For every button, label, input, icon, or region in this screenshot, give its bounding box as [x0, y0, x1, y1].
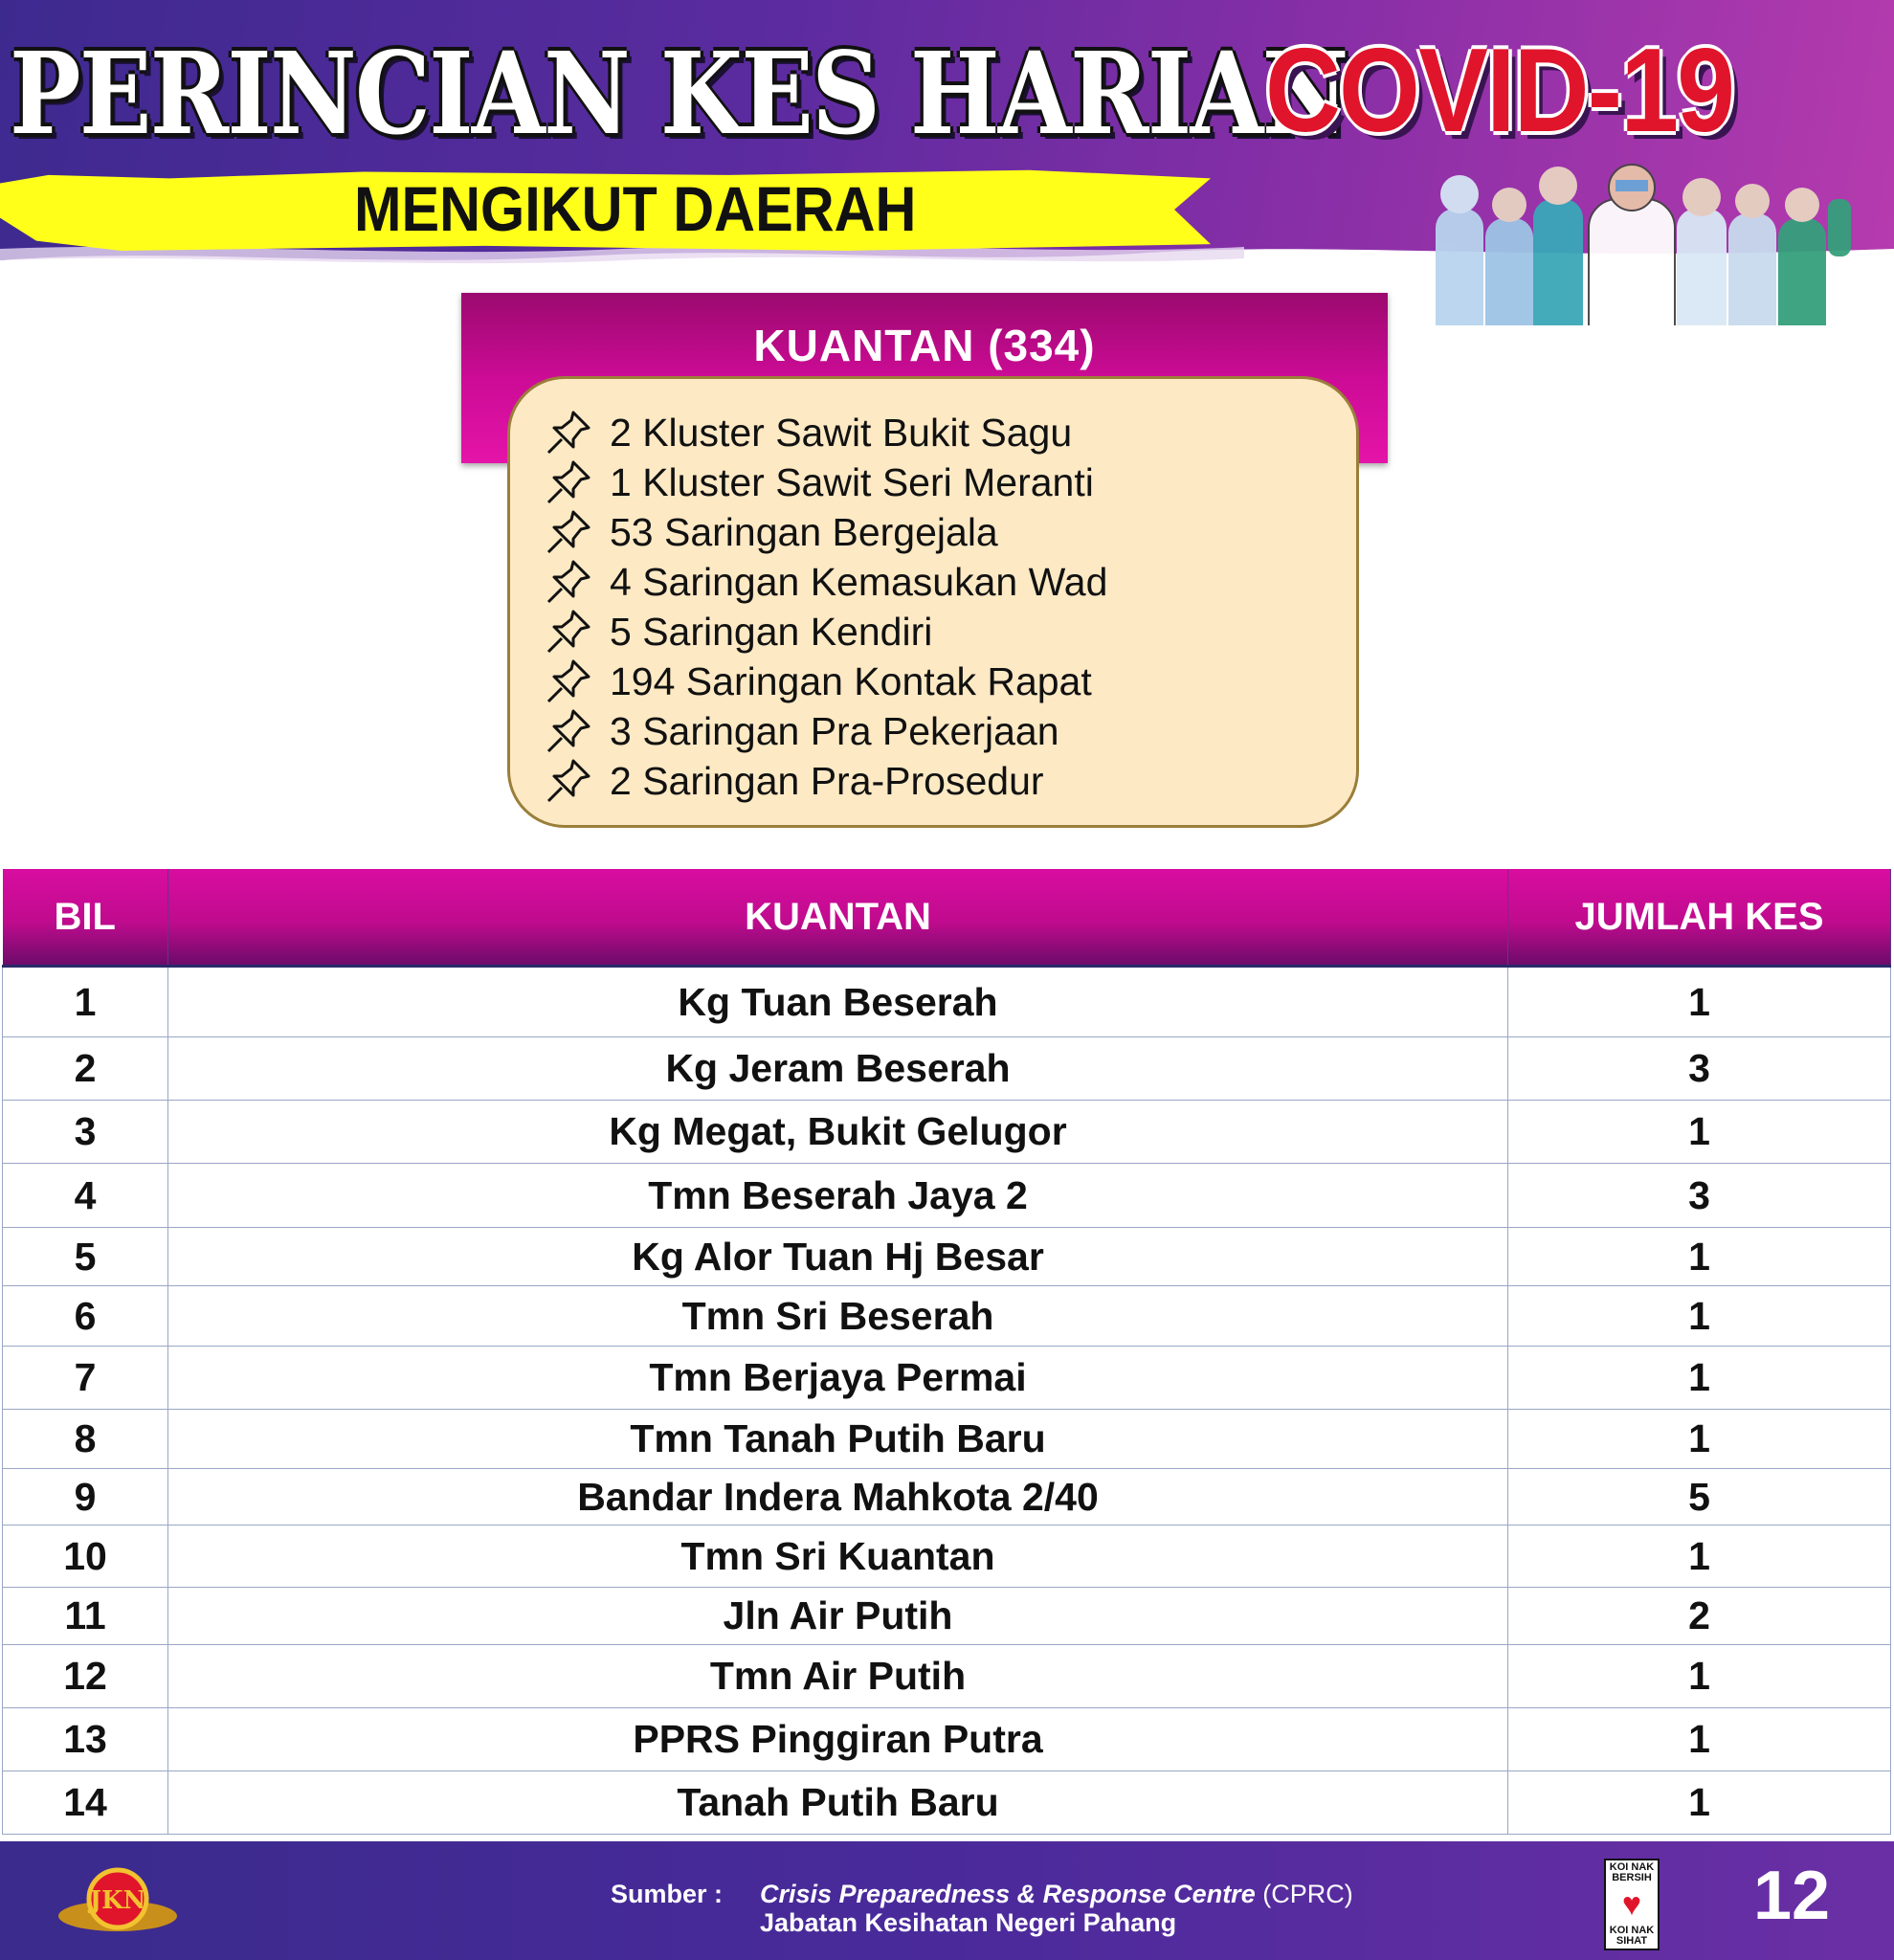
cell-total: 1 [1508, 1347, 1891, 1410]
cell-total: 1 [1508, 967, 1891, 1037]
source-organization-name: Crisis Preparedness & Response Centre [760, 1880, 1256, 1908]
cell-location: Kg Tuan Beserah [168, 967, 1508, 1037]
campaign-top-text: KOI NAK BERSIH [1609, 1861, 1655, 1883]
table-row [3, 1228, 1891, 1286]
koi-nak-campaign-logo [1604, 1859, 1660, 1950]
cell-total: 5 [1508, 1469, 1891, 1526]
pushpin-icon [545, 558, 592, 606]
cell-location: Tmn Air Putih [168, 1645, 1508, 1708]
note-item [545, 557, 1107, 607]
cell-location: Tmn Tanah Putih Baru [168, 1410, 1508, 1469]
column-header-total: JUMLAH KES [1508, 869, 1891, 967]
page-number: 12 [1753, 1858, 1831, 1934]
cell-total: 1 [1508, 1228, 1891, 1286]
cell-location: Kg Alor Tuan Hj Besar [168, 1228, 1508, 1286]
case-breakdown-notes [507, 376, 1359, 828]
cell-bil: 9 [3, 1469, 168, 1526]
table-row [3, 1469, 1891, 1526]
pushpin-icon [545, 707, 592, 755]
note-text: 5 Saringan Kendiri [610, 609, 933, 654]
pushpin-icon [545, 409, 592, 457]
title-covid: COVID-19 [1265, 25, 1734, 157]
cell-location: Kg Jeram Beserah [168, 1037, 1508, 1101]
table-row [3, 1526, 1891, 1588]
cases-table [2, 869, 1891, 1835]
cell-total: 2 [1508, 1588, 1891, 1645]
pushpin-icon [545, 608, 592, 656]
cell-total: 1 [1508, 1101, 1891, 1164]
cell-location: Tmn Sri Kuantan [168, 1526, 1508, 1588]
column-header-location: KUANTAN [168, 869, 1508, 967]
note-text: 1 Kluster Sawit Seri Meranti [610, 459, 1094, 504]
cell-bil: 14 [3, 1771, 168, 1835]
column-header-bil: BIL [3, 869, 168, 967]
cell-total: 3 [1508, 1164, 1891, 1228]
table-row [3, 1037, 1891, 1101]
cell-bil: 8 [3, 1410, 168, 1469]
cell-bil: 11 [3, 1588, 168, 1645]
cell-bil: 10 [3, 1526, 168, 1588]
source-label: Sumber : [611, 1880, 724, 1908]
note-text: 2 Saringan Pra-Prosedur [610, 758, 1044, 803]
source-organization-abbr: (CPRC) [1255, 1880, 1353, 1908]
note-text: 53 Saringan Bergejala [610, 509, 998, 554]
note-item [545, 706, 1059, 756]
cell-location: Tanah Putih Baru [168, 1771, 1508, 1835]
healthcare-workers-illustration [1426, 161, 1894, 325]
campaign-bottom-text: KOI NAK SIHAT [1609, 1925, 1655, 1947]
table-header-row [3, 869, 1891, 967]
table-row [3, 1645, 1891, 1708]
cell-location: Kg Megat, Bukit Gelugor [168, 1101, 1508, 1164]
note-text: 2 Kluster Sawit Bukit Sagu [610, 410, 1073, 455]
title-part1: PERINCIAN KES HARIAN [10, 26, 1348, 160]
cell-total: 1 [1508, 1526, 1891, 1588]
cell-bil: 12 [3, 1645, 168, 1708]
note-item [545, 607, 932, 657]
note-text: 194 Saringan Kontak Rapat [610, 658, 1092, 703]
cell-total: 1 [1508, 1708, 1891, 1771]
table-row [3, 1101, 1891, 1164]
source-department: Jabatan Kesihatan Negeri Pahang [760, 1908, 1177, 1937]
cell-total: 1 [1508, 1410, 1891, 1469]
cell-bil: 7 [3, 1347, 168, 1410]
table-row [3, 1164, 1891, 1228]
note-item [545, 408, 1072, 457]
note-item [545, 507, 998, 557]
table-row [3, 1588, 1891, 1645]
pushpin-icon [545, 657, 592, 705]
pushpin-icon [545, 458, 592, 506]
cell-total: 3 [1508, 1037, 1891, 1101]
note-text: 3 Saringan Pra Pekerjaan [610, 708, 1059, 753]
table-row [3, 1286, 1891, 1347]
cell-bil: 3 [3, 1101, 168, 1164]
page-subtitle: MENGIKUT DAERAH [354, 173, 917, 244]
note-item [545, 657, 1092, 706]
footer-bar [0, 1841, 1894, 1960]
cell-location: Tmn Beserah Jaya 2 [168, 1164, 1508, 1228]
header-banner [0, 0, 1894, 325]
table-row [3, 1410, 1891, 1469]
jkn-logo-icon [56, 1860, 180, 1947]
cell-total: 1 [1508, 1771, 1891, 1835]
note-text: 4 Saringan Kemasukan Wad [610, 559, 1108, 604]
cell-location: Tmn Berjaya Permai [168, 1347, 1508, 1410]
cell-bil: 6 [3, 1286, 168, 1347]
svg-text:JKN: JKN [89, 1886, 146, 1915]
cell-total: 1 [1508, 1286, 1891, 1347]
heart-icon: ♥ [1621, 1886, 1642, 1923]
table-row [3, 967, 1891, 1037]
table-row [3, 1771, 1891, 1835]
cell-bil: 5 [3, 1228, 168, 1286]
cell-bil: 4 [3, 1164, 168, 1228]
cell-bil: 1 [3, 967, 168, 1037]
note-item [545, 756, 1044, 806]
cell-location: Bandar Indera Mahkota 2/40 [168, 1469, 1508, 1526]
cell-bil: 13 [3, 1708, 168, 1771]
cell-bil: 2 [3, 1037, 168, 1101]
cell-location: Tmn Sri Beserah [168, 1286, 1508, 1347]
source-organization [760, 1880, 1353, 1909]
table-row [3, 1708, 1891, 1771]
cell-total: 1 [1508, 1645, 1891, 1708]
district-title: KUANTAN (334) [753, 321, 1096, 370]
pushpin-icon [545, 757, 592, 805]
cell-location: Jln Air Putih [168, 1588, 1508, 1645]
note-item [545, 457, 1094, 507]
pushpin-icon [545, 508, 592, 556]
table-row [3, 1347, 1891, 1410]
cell-location: PPRS Pinggiran Putra [168, 1708, 1508, 1771]
